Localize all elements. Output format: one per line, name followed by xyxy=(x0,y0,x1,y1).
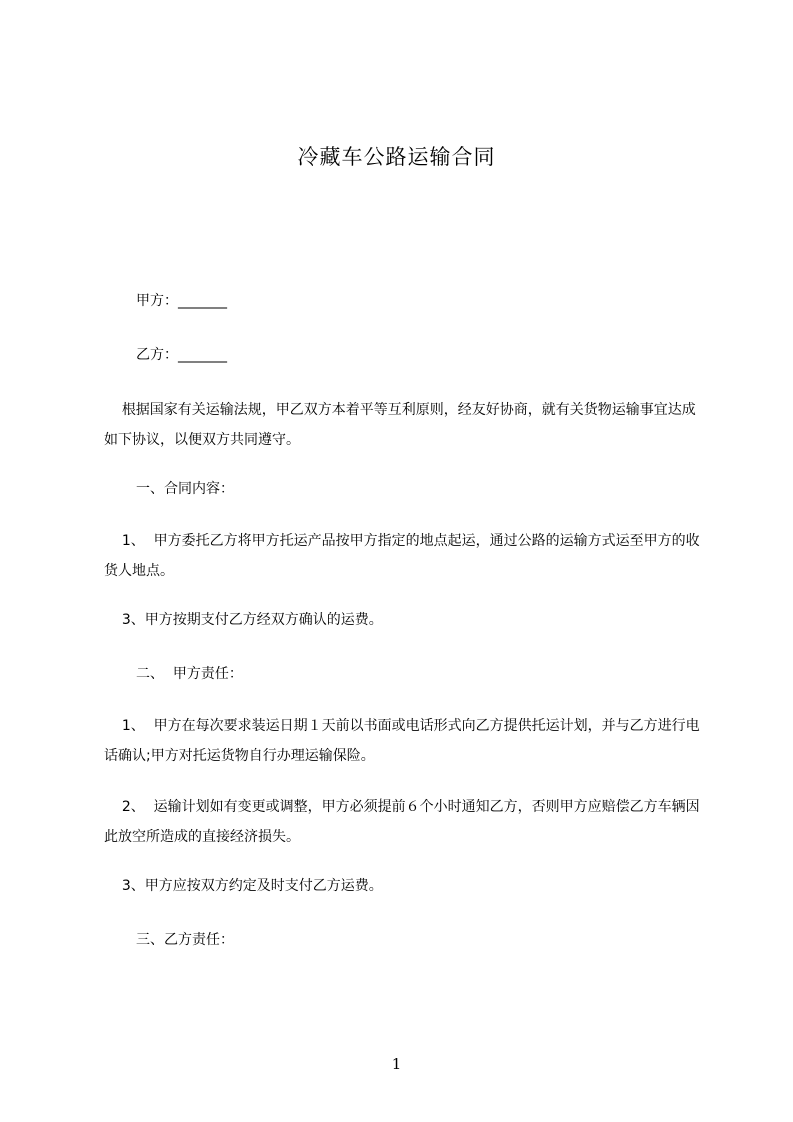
section-1-item-1: 1、 甲方委托乙方将甲方托运产品按甲方指定的地点起运，通过公路的运输方式运至甲方的收货人地点。 xyxy=(104,533,700,579)
section-1-item-3: 3、甲方按期支付乙方经双方确认的运费。 xyxy=(104,612,383,628)
section-3-heading: 三、乙方责任： xyxy=(136,932,234,948)
page-number: 1 xyxy=(391,1055,402,1073)
section-2-item-1: 1、 甲方在每次要求装运日期１天前以书面或电话形式向乙方提供托运计划，并与乙方进行电话确认;甲方对托运货物自行办理运输保险。 xyxy=(104,718,700,764)
section-2-heading: 二、 甲方责任： xyxy=(136,666,243,682)
party-b-line: 乙方：_______ xyxy=(136,347,227,363)
party-a-line: 甲方：_______ xyxy=(136,293,227,309)
section-2-item-3: 3、甲方应按双方约定及时支付乙方运费。 xyxy=(104,878,383,894)
section-1-heading: 一、合同内容： xyxy=(136,481,234,497)
intro-paragraph: 根据国家有关运输法规，甲乙双方本着平等互利原则，经友好协商，就有关货物运输事宜达成如下协议，以便双方共同遵守。 xyxy=(104,402,696,448)
section-2-item-2: 2、 运输计划如有变更或调整，甲方必须提前６个小时通知乙方，否则甲方应赔偿乙方车辆因此放空所造成的直接经济损失。 xyxy=(104,799,700,845)
document-title: 冷藏车公路运输合同 xyxy=(297,145,496,169)
